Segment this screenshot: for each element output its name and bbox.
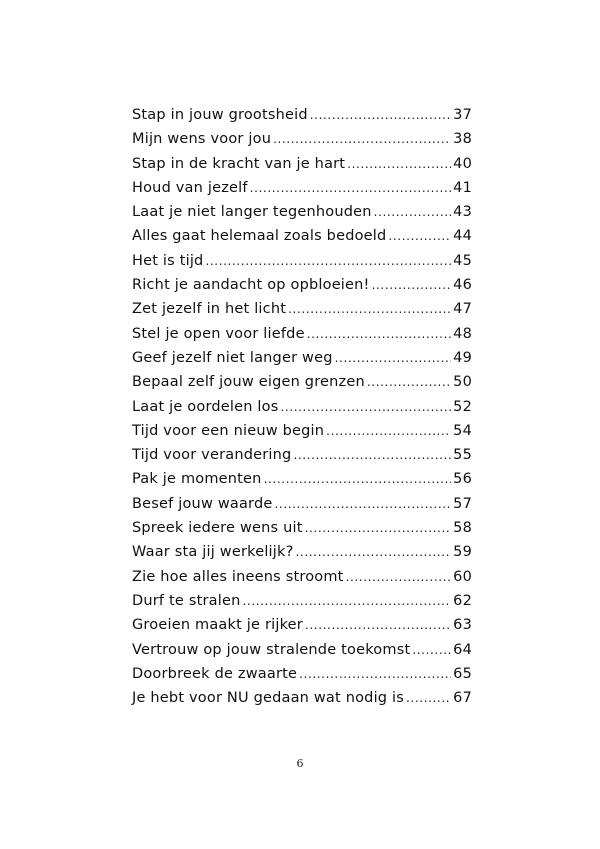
- toc-entry-title: Groeien maakt je rijker: [132, 617, 303, 634]
- toc-entry: [132, 544, 472, 568]
- toc-entry: [132, 569, 472, 593]
- toc-dot-leader: [299, 667, 451, 681]
- toc-entry: [132, 496, 472, 520]
- toc-entry: [132, 277, 472, 301]
- toc-entry: [132, 326, 472, 350]
- toc-entry: [132, 301, 472, 325]
- toc-entry-page: 65: [453, 665, 472, 682]
- toc-entry: [132, 131, 472, 155]
- toc-entry-title: Geef jezelf niet langer weg: [132, 349, 333, 366]
- toc-dot-leader: [296, 545, 452, 559]
- toc-entry-title: Je hebt voor NU gedaan wat nodig is: [132, 690, 405, 707]
- toc-dot-leader: [242, 594, 451, 608]
- toc-entry: [132, 520, 472, 544]
- toc-entry-title: Stel je open voor liefde: [132, 325, 305, 342]
- toc-dot-leader: [307, 327, 451, 341]
- toc-entry: [132, 156, 472, 180]
- toc-entry: [132, 374, 472, 398]
- toc-entry: [132, 107, 472, 131]
- toc-dot-leader: [305, 521, 452, 535]
- toc-entry-title: Besef jouw waarde: [132, 495, 273, 512]
- toc-entry-page: 54: [453, 422, 472, 439]
- toc-entry: [132, 642, 472, 666]
- toc-dot-leader: [250, 181, 451, 195]
- page-number: 6: [296, 757, 304, 770]
- toc-entry-title: Houd van jezelf: [132, 179, 248, 196]
- toc-entry-page: 60: [453, 568, 472, 585]
- toc-dot-leader: [205, 254, 451, 268]
- toc-entry-title: Tijd voor een nieuw begin: [132, 422, 325, 439]
- toc-entry-title: Doorbreek de zwaarte: [132, 665, 298, 682]
- toc-entry-page: 44: [453, 228, 472, 245]
- toc-dot-leader: [305, 618, 451, 632]
- toc-dot-leader: [288, 302, 451, 316]
- toc-entry: [132, 471, 472, 495]
- toc-entry-page: 52: [453, 398, 472, 415]
- toc-entry-page: 43: [453, 204, 472, 221]
- toc-dot-leader: [346, 570, 452, 584]
- toc-dot-leader: [326, 424, 451, 438]
- toc-entry-page: 64: [453, 641, 472, 658]
- toc-dot-leader: [335, 351, 452, 365]
- toc-entry-page: 55: [453, 447, 472, 464]
- toc-entry-title: Vertrouw op jouw stralende toekomst: [132, 641, 411, 658]
- toc-dot-leader: [412, 643, 451, 657]
- toc-entry-title: Mijn wens voor jou: [132, 131, 272, 148]
- toc-entry: [132, 666, 472, 690]
- toc-entry-page: 58: [453, 520, 472, 537]
- toc-entry: [132, 423, 472, 447]
- toc-entry-page: 40: [453, 155, 472, 172]
- toc-entry-title: Durf te stralen: [132, 592, 241, 609]
- toc-entry-page: 41: [453, 179, 472, 196]
- toc-entry-title: Stap in de kracht van je hart: [132, 155, 346, 172]
- toc-entry-page: 46: [453, 277, 472, 294]
- toc-entry: [132, 617, 472, 641]
- toc-entry: [132, 253, 472, 277]
- toc-entry-title: Tijd voor verandering: [132, 447, 292, 464]
- toc-entry-title: Laat je oordelen los: [132, 398, 279, 415]
- toc-entry-page: 45: [453, 252, 472, 269]
- toc-entry-page: 56: [453, 471, 472, 488]
- toc-dot-leader: [274, 497, 451, 511]
- toc-entry-page: 47: [453, 301, 472, 318]
- toc-dot-leader: [347, 157, 451, 171]
- toc-entry: [132, 690, 472, 714]
- toc-entry-title: Zie hoe alles ineens stroomt: [132, 568, 344, 585]
- toc-dot-leader: [372, 278, 452, 292]
- toc-entry-title: Zet jezelf in het licht: [132, 301, 287, 318]
- toc-dot-leader: [406, 691, 451, 705]
- toc-entry-title: Spreek iedere wens uit: [132, 520, 303, 537]
- toc-entry-page: 48: [453, 325, 472, 342]
- toc-entry-page: 63: [453, 617, 472, 634]
- toc-entry: [132, 228, 472, 252]
- toc-dot-leader: [310, 108, 451, 122]
- toc-dot-leader: [293, 448, 451, 462]
- toc-entry-page: 62: [453, 592, 472, 609]
- toc-entry-page: 67: [453, 690, 472, 707]
- toc-entry-page: 38: [453, 131, 472, 148]
- toc-entry-title: Laat je niet langer tegenhouden: [132, 204, 372, 221]
- toc-entry-title: Pak je momenten: [132, 471, 262, 488]
- toc-entry: [132, 593, 472, 617]
- toc-entry-title: Stap in jouw grootsheid: [132, 107, 308, 123]
- toc-entry-page: 49: [453, 349, 472, 366]
- toc-dot-leader: [273, 132, 451, 146]
- toc-dot-leader: [367, 375, 451, 389]
- toc-entry: [132, 350, 472, 374]
- toc-entry: [132, 180, 472, 204]
- table-of-contents: [132, 107, 472, 714]
- toc-entry-title: Het is tijd: [132, 252, 204, 269]
- toc-entry: [132, 204, 472, 228]
- toc-entry-page: 57: [453, 495, 472, 512]
- toc-dot-leader: [280, 400, 451, 414]
- toc-dot-leader: [374, 205, 452, 219]
- toc-entry-title: Bepaal zelf jouw eigen grenzen: [132, 374, 365, 391]
- toc-entry: [132, 399, 472, 423]
- toc-entry-page: 59: [453, 544, 472, 561]
- toc-entry-page: 37: [453, 107, 472, 123]
- toc-dot-leader: [388, 229, 451, 243]
- toc-entry-title: Richt je aandacht op opbloeien!: [132, 277, 370, 294]
- toc-dot-leader: [264, 472, 452, 486]
- toc-entry-title: Alles gaat helemaal zoals bedoeld: [132, 228, 387, 245]
- toc-entry: [132, 447, 472, 471]
- toc-entry-page: 50: [453, 374, 472, 391]
- toc-entry-title: Waar sta jij werkelijk?: [132, 544, 294, 561]
